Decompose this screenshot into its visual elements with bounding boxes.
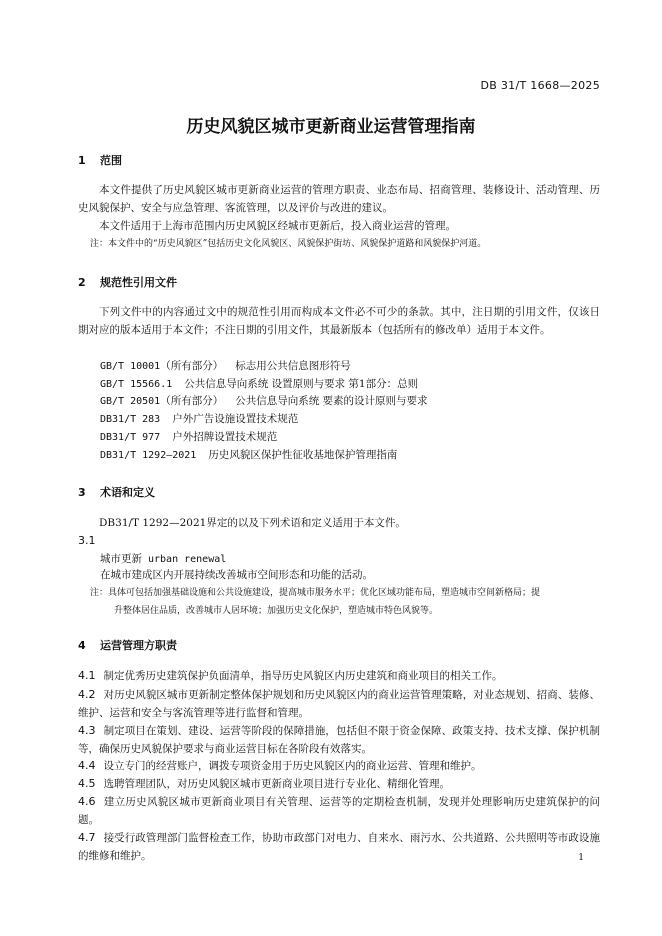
- normative-intro: 下列文件中的内容通过文中的规范性引用而构成本文件必不可少的条款。其中，注日期的引用文件，仅该日期对应的版本适用于本文件；不注日期的引用文件，其最新版本（包括所有的修改单）适用于本文件。: [78, 306, 600, 336]
- clause-item: 4.3 制定项目在策划、建设、运营等阶段的保障措施，包括但不限于资金保障、政策支持、技术支撑、保护机制等，确保历史风貌保护要求与商业运营目标在各阶段有效落实。: [78, 724, 600, 755]
- clause-item: 4.2 对历史风貌区城市更新制定整体保护规划和历史风貌区内的商业运营管理策略，对业态规划、招商、装修、维护、运营和安全与客流管理等进行监督和管理。: [78, 688, 600, 719]
- terms-intro: DB31/T 1292—2021界定的以及下列术语和定义适用于本文件。: [99, 517, 406, 529]
- page-number: 1: [578, 853, 584, 863]
- section-2-heading: 2 规范性引用文件: [78, 276, 177, 289]
- section-4-heading: 4 运营管理方职责: [78, 639, 177, 652]
- reference-item: DB31/T 1292—2021 历史风貌区保护性征收基地保护管理指南: [100, 449, 398, 461]
- reference-item: GB/T 10001（所有部分） 标志用公共信息图形符号: [100, 360, 351, 372]
- reference-item: GB/T 15566.1 公共信息导向系统 设置原则与要求 第1部分：总则: [100, 378, 419, 390]
- clause-item: 4.1 制定优秀历史建筑保护负面清单，指导历史风貌区内历史建筑和商业项目的相关工作。: [78, 669, 503, 682]
- clause-item: 4.7 接受行政管理部门监督检查工作，协助市政部门对电力、自来水、雨污水、公共道路、公共照明等市政设施的维修和维护。: [78, 831, 600, 862]
- clause-item: 4.5 选聘管理团队，对历史风貌区城市更新商业项目进行专业化、精细化管理。: [78, 777, 450, 790]
- standard-number: DB 31/T 1668—2025: [480, 79, 600, 92]
- reference-item: DB31/T 977 户外招牌设置技术规范: [100, 431, 278, 443]
- reference-item: GB/T 20501（所有部分） 公共信息导向系统 要素的设计原则与要求: [100, 395, 428, 407]
- term-heading: 城市更新 urban renewal: [100, 553, 227, 565]
- section-3-heading: 3 术语和定义: [78, 486, 155, 499]
- scope-note: 注：本文件中的“历史风貌区”包括历史文化风貌区、风貌保护街坊、风貌保护道路和风貌保护河道。: [90, 239, 487, 249]
- section-1-heading: 1 范围: [78, 154, 122, 167]
- term-definition: 在城市建成区内开展持续改善城市空间形态和功能的活动。: [100, 569, 373, 581]
- scope-paragraph-2: 本文件适用于上海市范围内历史风貌区经城市更新后，投入商业运营的管理。: [99, 220, 456, 232]
- clause-item: 4.6 建立历史风貌区城市更新商业项目有关管理、运营等的定期检查机制，发现并处理影响历史建筑保护的问题。: [78, 795, 600, 826]
- reference-item: DB31/T 283 户外广告设施设置技术规范: [100, 413, 299, 425]
- clause-item: 4.4 设立专门的经营账户，调拨专项资金用于历史风貌区内的商业运营、管理和维护。: [78, 759, 482, 772]
- term-number: 3.1: [78, 534, 96, 547]
- scope-paragraph-1: 本文件提供了历史风貌区城市更新商业运营的管理方职责、业态布局、招商管理、装修设计、活动管理、历史风貌保护、安全与应急管理、客流管理，以及评价与改进的建议。: [78, 184, 600, 214]
- term-note: 注：具体可包括加强基础设施和公共设施建设，提高城市服务水平；优化区域功能布局，塑造城市空间新格局；提 升整体居住品质，改善城市人居环境；加强历史文化保护，塑造城市特色风貌等。: [90, 588, 541, 616]
- document-title: 历史风貌区城市更新商业运营管理指南: [186, 117, 476, 137]
